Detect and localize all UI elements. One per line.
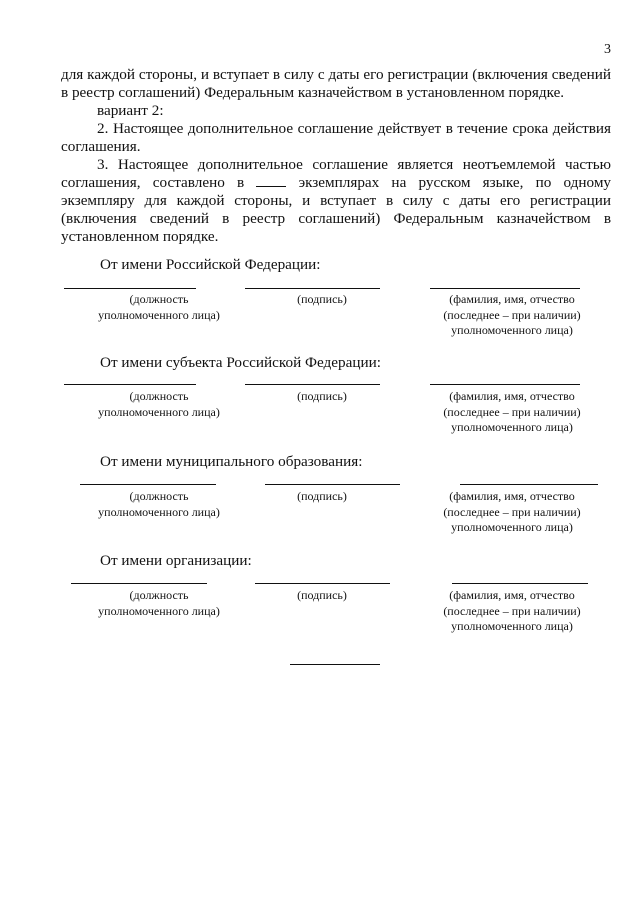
paragraph-integral-part-start: 3. Настоящее дополнительное соглашение является неотъемлемой частью соглашения, составлено в <box>61 156 611 191</box>
position-caption: (должность уполномоченного лица) <box>98 588 220 618</box>
name-signature-line <box>430 384 580 385</box>
party-title: От имени Российской Федерации: <box>100 256 321 273</box>
paragraph-integral-part-end: экземплярах на русском языке, по одному экземпляру для каждой стороны, и вступает в силу с даты его регистрации (включения сведений в реестр соглашений) Федеральным казначейством в установленном порядке. <box>61 174 612 245</box>
document-end-line <box>290 664 380 665</box>
signature-line <box>245 288 380 289</box>
party-title: От имени муниципального образования: <box>100 453 363 470</box>
signature-line <box>255 583 390 584</box>
paragraph-continuation: для каждой стороны, и вступает в силу с даты его регистрации (включения сведений в реестр соглашений) Федеральным казначейством в установленном порядке. <box>61 66 611 101</box>
name-signature-line <box>460 484 598 485</box>
position-caption: (должность уполномоченного лица) <box>98 489 220 519</box>
agreement-text <box>61 66 611 246</box>
position-caption: (должность уполномоченного лица) <box>98 292 220 322</box>
paragraph-term: 2. Настоящее дополнительное соглашение действует в течение срока действия соглашения. <box>61 120 611 155</box>
party-title: От имени субъекта Российской Федерации: <box>100 354 381 371</box>
position-signature-line <box>71 583 207 584</box>
name-caption: (фамилия, имя, отчество (последнее – при наличии) уполномоченного лица) <box>443 292 581 337</box>
name-caption: (фамилия, имя, отчество (последнее – при наличии) уполномоченного лица) <box>443 389 581 434</box>
name-signature-line <box>452 583 588 584</box>
name-caption: (фамилия, имя, отчество (последнее – при наличии) уполномоченного лица) <box>443 489 581 534</box>
position-signature-line <box>64 384 196 385</box>
signature-block-municipality <box>0 453 640 553</box>
signature-block-federation-subject <box>0 354 640 454</box>
signature-block-russian-federation <box>0 256 640 356</box>
paragraph-integral-part <box>61 156 611 246</box>
signature-block-organization <box>0 552 640 652</box>
party-title: От имени организации: <box>100 552 252 569</box>
page-number: 3 <box>604 42 611 57</box>
signature-line <box>245 384 380 385</box>
signature-caption: (подпись) <box>297 588 347 602</box>
name-caption: (фамилия, имя, отчество (последнее – при наличии) уполномоченного лица) <box>443 588 581 633</box>
position-caption: (должность уполномоченного лица) <box>98 389 220 419</box>
copies-count-blank <box>256 174 286 187</box>
signature-caption: (подпись) <box>297 489 347 503</box>
signature-caption: (подпись) <box>297 389 347 403</box>
name-signature-line <box>430 288 580 289</box>
signature-caption: (подпись) <box>297 292 347 306</box>
paragraph-variant-heading: вариант 2: <box>97 102 164 119</box>
position-signature-line <box>64 288 196 289</box>
position-signature-line <box>80 484 216 485</box>
signature-line <box>265 484 400 485</box>
